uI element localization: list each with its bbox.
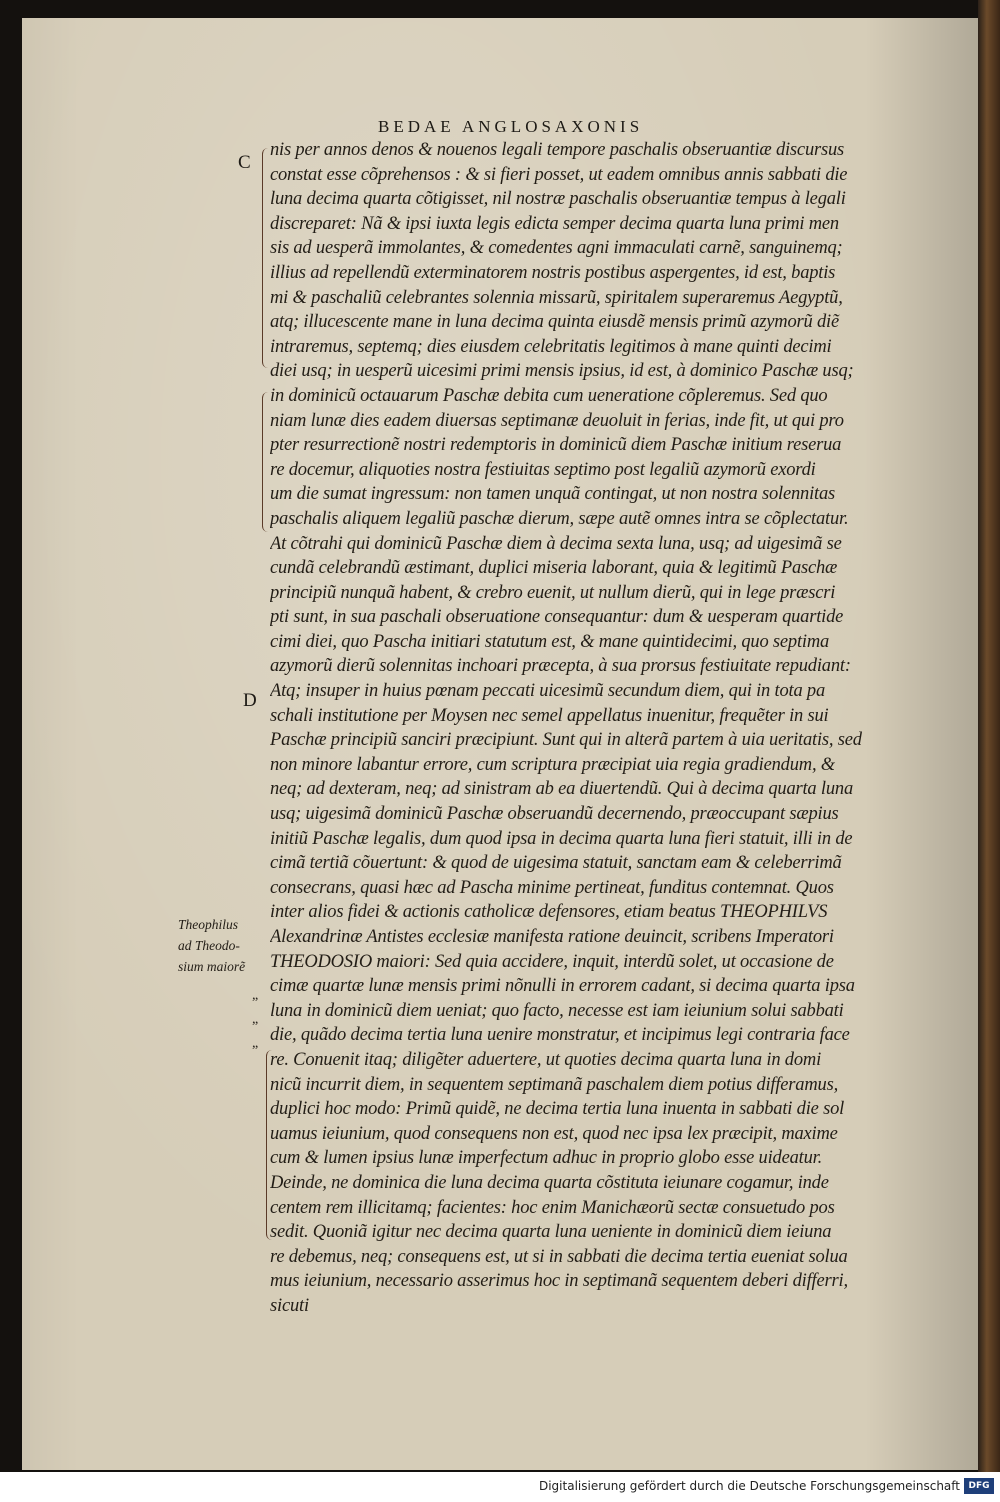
text-line: luna decima quarta cõtigisset, nil nostræ paschalis obseruantiæ tempus à legali: [270, 189, 846, 210]
text-line: centem rem illicitamq; facientes: hoc enim Manichæorũ sectæ consuetudo pos: [270, 1197, 835, 1218]
text-line: cimã tertiã cõuertunt: & quod de uigesima statuit, sanctam eam & celeberrimã: [270, 853, 842, 874]
text-line: Deinde, ne dominica die luna decima quarta cõstituta ieiunare cogamur, inde: [270, 1172, 829, 1193]
side-note-line: Theophilus: [178, 917, 239, 932]
quote-mark: „: [252, 1012, 259, 1027]
text-line: non minore labantur errore, cum scriptura præcipiat uia regia gradiendum, &: [270, 754, 835, 775]
margin-marker-c: C: [238, 152, 251, 173]
text-line: consecrans, quasi hæc ad Pascha minime pertineat, funditus contemnat. Quos: [270, 877, 834, 898]
text-line: neq; ad dexteram, neq; ad sinistram ab ea diuertendũ. Qui à decima quarta luna: [270, 779, 853, 800]
text-line: die, quãdo decima tertia luna uenire monstratur, et incipimus legi contraria face: [270, 1025, 850, 1046]
text-line: inter alios fidei & actionis catholicæ defensores, etiam beatus THEOPHILVS: [270, 902, 828, 923]
side-note: [178, 914, 268, 977]
text-line: cum & lumen ipsius lunæ imperfectum adhuc in proprio globo esse uideatur.: [270, 1148, 823, 1169]
text-line: Alexandrinæ Antistes ecclesiæ manifesta ratione deuincit, scribens Imperatori: [270, 927, 834, 947]
text-line: THEODOSIO maiori: Sed quia accidere, inquit, interdũ solet, ut occasione de: [270, 951, 834, 972]
text-line: cimi diei, quo Pascha initiari statutum est, & mane quintidecimi, quo septima: [270, 631, 830, 652]
dfg-logo: DFG: [964, 1478, 994, 1494]
text-line: sicuti: [270, 1295, 309, 1316]
text-line: um die sumat ingressum: non tamen unquã contingat, ut non nostra solennitas: [270, 484, 835, 505]
text-line: usq; uigesimã dominicũ Paschæ obseruandũ decernendo, præoccupant sæpius: [270, 804, 839, 825]
quote-mark: „: [252, 988, 259, 1003]
text-line: initiũ Paschæ legalis, dum quod ipsa in decima quarta luna fieri statuit, illi in de: [270, 828, 853, 849]
text-line: At cõtrahi qui dominicũ Paschæ diem à decima sexta luna, usq; ad uigesimã se: [270, 533, 842, 554]
text-line: sedit. Quoniã igitur nec decima quarta luna ueniente in dominicũ diem ieiuna: [270, 1222, 832, 1243]
text-line: uamus ieiunium, quod consequens non est, quod nec ipsa lex præcipit, maxime: [270, 1123, 838, 1144]
text-line: cundã celebrandũ æstimant, duplici miseria laborant, quia & legitimũ Paschæ: [270, 558, 838, 579]
text-line: azymorũ dierũ solennitas inchoari præcepta, à sua prorsus festiuitate repudiant:: [270, 656, 851, 677]
quote-mark: „: [252, 1036, 259, 1051]
text-line: discreparet: Nã & ipsi iuxta legis edicta semper decima quarta luna primi men: [270, 213, 839, 234]
text-line: atq; illucescente mane in luna decima quinta eiusdẽ mensis primũ azymorũ diẽ: [270, 312, 839, 333]
text-line: diei usq; in uesperũ uicesimi primi mensis ipsius, id est, à dominico Paschæ usq;: [270, 361, 854, 382]
text-line: in dominicũ octauarum Paschæ debita cum ueneratione cõpleremus. Sed quo: [270, 385, 828, 406]
main-text-block: [270, 138, 926, 1319]
text-line: re. Conuenit itaq; diligẽter aduertere, ut quoties decima quarta luna in domi: [270, 1049, 822, 1070]
text-line: sis ad uesperã immolantes, & comedentes agni immaculati carnẽ, sanguinemq;: [270, 238, 843, 259]
text-line: Atq; insuper in huius pœnam peccati uicesimũ secundum diem, qui in tota pa: [270, 681, 826, 702]
book-binding-edge: [978, 0, 1000, 1472]
side-note-line: sium maiorẽ: [178, 959, 246, 974]
text-line: pter resurrectionẽ nostri redemptoris in dominicũ diem Paschæ initium reserua: [270, 435, 842, 456]
text-line: luna in dominicũ diem ueniat; quo facto, necesse est iam ieiunium solui sabbati: [270, 1000, 844, 1021]
footer-bar: [0, 1472, 1000, 1502]
text-line: intraremus, septemq; dies eiusdem celebritatis legitimos à mane quinti decimi: [270, 336, 832, 357]
text-line: paschalis aliquem legaliũ paschæ dierum, sæpe autẽ omnes intra se cõplectatur.: [270, 508, 849, 529]
text-line: principiũ nunquã habent, & crebro euenit, ut nullum dierũ, qui in lege præscri: [270, 582, 836, 603]
text-line: mi & paschaliũ celebrantes solennia missarũ, spiritalem superaremus Aegyptũ,: [270, 287, 843, 308]
text-line: nicũ incurrit diem, in sequentem septimanã paschalem diem potius differamus,: [270, 1074, 838, 1095]
text-line: re docemur, aliquoties nostra festiuitas septimo post legaliũ azymorũ exordi: [270, 459, 816, 480]
text-line: schali institutione per Moysen nec semel appellatus inuenitur, frequẽter in sui: [270, 705, 829, 726]
text-line: duplici hoc modo: Primũ quidẽ, ne decima tertia luna inuenta in sabbati die sol: [270, 1099, 845, 1120]
text-line: cimæ quartæ lunæ mensis primi nõnulli in errorem cadant, si decima quarta ipsa: [270, 976, 855, 997]
text-line: Paschæ principiũ sanciri præcipiunt. Sunt qui in alterã partem à uia ueritatis, sed: [270, 730, 862, 751]
text-line: constat esse cõprehensos : & si fieri posset, ut eadem omnibus annis sabbati die: [270, 164, 848, 185]
text-line: re debemus, neq; consequens est, ut si in sabbati die decima tertia eueniat solua: [270, 1246, 848, 1267]
text-line: pti sunt, in sua paschali obseruatione consequantur: dum & uesperam quartide: [270, 607, 844, 628]
margin-marker-d: D: [243, 690, 257, 711]
side-note-line: ad Theodo-: [178, 938, 240, 953]
footer-credit: Digitalisierung gefördert durch die Deutsche Forschungsgemeinschaft: [538, 1479, 960, 1493]
text-line: nis per annos denos & nouenos legali tempore paschalis obseruantiæ discursus: [270, 140, 845, 160]
text-line: niam lunæ dies eadem diuersas septimanæ deuoluit in ferias, inde fit, ut qui pro: [270, 410, 844, 431]
text-line: mus ieiunium, necessario asserimus hoc in septimanã sequentem deberi differri,: [270, 1271, 848, 1292]
text-line: illius ad repellendũ exterminatorem nostris postibus aspergentes, id est, baptis: [270, 262, 836, 283]
running-head: BEDAE ANGLOSAXONIS: [378, 117, 644, 136]
